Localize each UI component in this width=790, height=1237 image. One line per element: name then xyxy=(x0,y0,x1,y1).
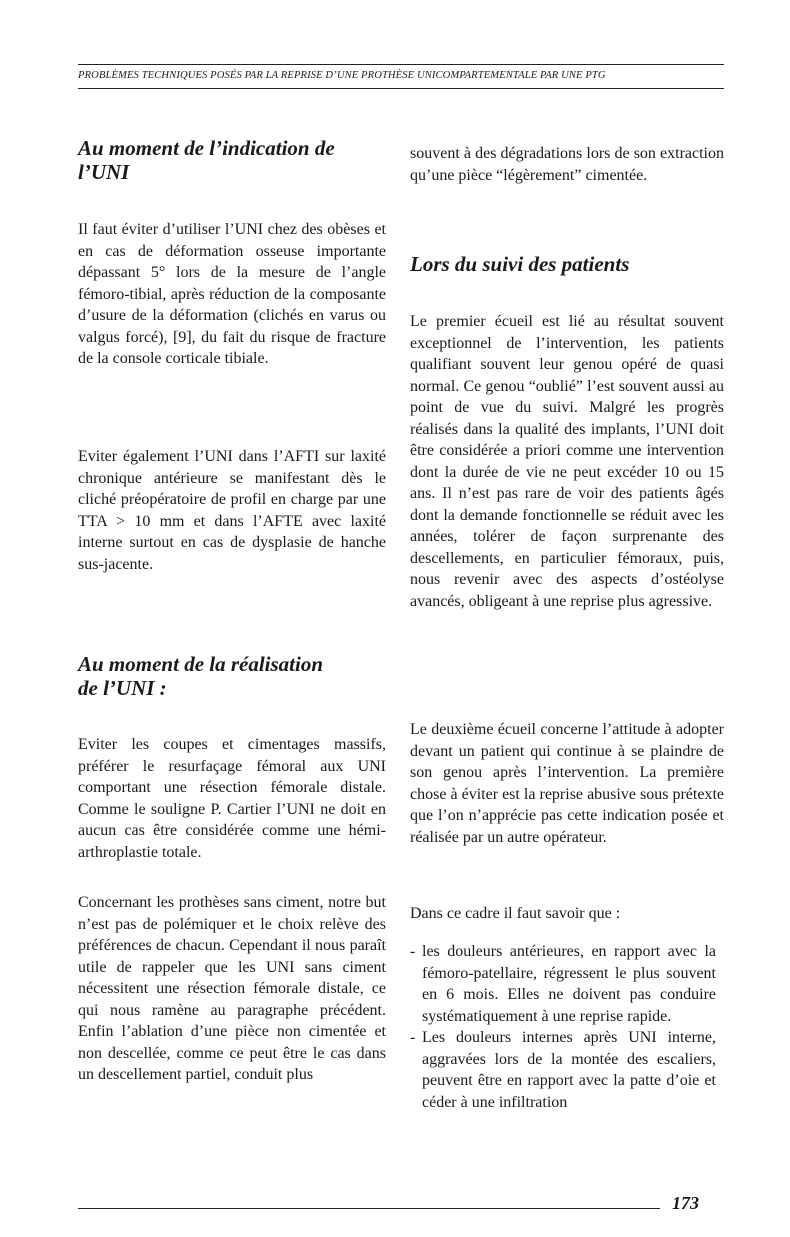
header-rule-bottom xyxy=(78,88,724,89)
footer-rule xyxy=(78,1208,660,1209)
list-item-text: Les douleurs internes après UNI interne, aggravées lors de la montée des escaliers, peuvent être en rapport avec la patte d’oie et céder à une infiltration xyxy=(422,1029,716,1111)
paragraph-cuts: Eviter les coupes et cimentages massifs, préférer le resurfaçage fémoral aux UNI comportant une résection fémorale distale. Comme le souligne P. Cartier l’UNI ne doit en aucun cas être considérée comme une hémi-arthroplastie totale. xyxy=(78,736,386,861)
heading-indication: Au moment de l’indication de l’UNI xyxy=(78,136,335,184)
paragraph-afti: Eviter également l’UNI dans l’AFTI sur laxité chronique antérieure se manifestant dès le cliché préopératoire de profil en charge par une TTA > 10 mm et dans l’AFTE avec laxité interne surtout en cas de dysplasie de hanche sus-jacente. xyxy=(78,448,386,573)
paragraph-cementless: Concernant les prothèses sans ciment, notre but n’est pas de polémiquer et le choix relève des préférences de chacun. Cependant il nous paraît utile de rappeler que les UNI sans ciment nécessitent une résection fémorale distale, ce qui nous ramène au paragraphe précédent. Enfin l’ablation d’une pièce non cimentée et non descellée, comme ce peut être le cas dans un descellement partiel, conduit plus xyxy=(78,894,386,1083)
paragraph-first-pitfall: Le premier écueil est lié au résultat souvent exceptionnel de l’intervention, les patients qualifiant souvent leur genou opéré de quasi normal. Ce genou “oublié” l’est souvent aussi au point de vue du suivi. Malgré les progrès réalisés dans la qualité des implants, l’UNI doit être considérée a priori comme une intervention dont la durée de vie ne peut excéder 10 ou 15 ans. Il n’est pas rare de voir des patients âgés dont la demande fonctionnelle se réduit avec les années, tolérer de façon surprenante des descellements, en particulier fémoraux, puis, nous revenir avec des aspects d’ostéolyse avancés, obligeant à une reprise plus agressive. xyxy=(410,313,724,610)
list-item-text: les douleurs antérieures, en rapport avec la fémoro-patellaire, régressent le plus souvent en 6 mois. Elles ne doivent pas conduire systématiquement à une reprise rapide. xyxy=(422,943,716,1025)
paragraph-extraction: souvent à des dégradations lors de son extraction qu’une pièce “légèrement” cimentée. xyxy=(410,145,724,184)
heading-realisation: Au moment de la réalisation de l’UNI : xyxy=(78,652,324,700)
pain-list xyxy=(410,941,716,1113)
list-item xyxy=(410,1027,716,1113)
paragraph-context: Dans ce cadre il faut savoir que : xyxy=(410,905,621,922)
paragraph-obesity: Il faut éviter d’utiliser l’UNI chez des obèses et en cas de déformation osseuse importante dépassant 5° lors de la mesure de l’angle fémoro-tibial, après réduction de la composante d’usure de la déformation (clichés en varus ou valgus forcé), [9], du fait du risque de fracture de la console corticale tibiale. xyxy=(78,221,386,367)
heading-follow-up: Lors du suivi des patients xyxy=(410,252,630,276)
list-dash: - xyxy=(410,1029,416,1046)
paragraph-second-pitfall: Le deuxième écueil concerne l’attitude à adopter devant un patient qui continue à se plaindre de son genou après l’intervention. La première chose à éviter est la reprise abusive sous prétexte que l’on n’apprécie pas cette indication posée et réalisée par un autre opérateur. xyxy=(410,721,724,846)
running-head: PROBLÈMES TECHNIQUES POSÉS PAR LA REPRISE D’UNE PROTHÈSE UNICOMPARTEMENTALE PAR UNE PTG xyxy=(78,70,606,81)
list-item xyxy=(410,941,716,1027)
list-dash: - xyxy=(410,943,416,960)
page-number: 173 xyxy=(672,1193,699,1213)
header-rule-top xyxy=(78,64,724,65)
